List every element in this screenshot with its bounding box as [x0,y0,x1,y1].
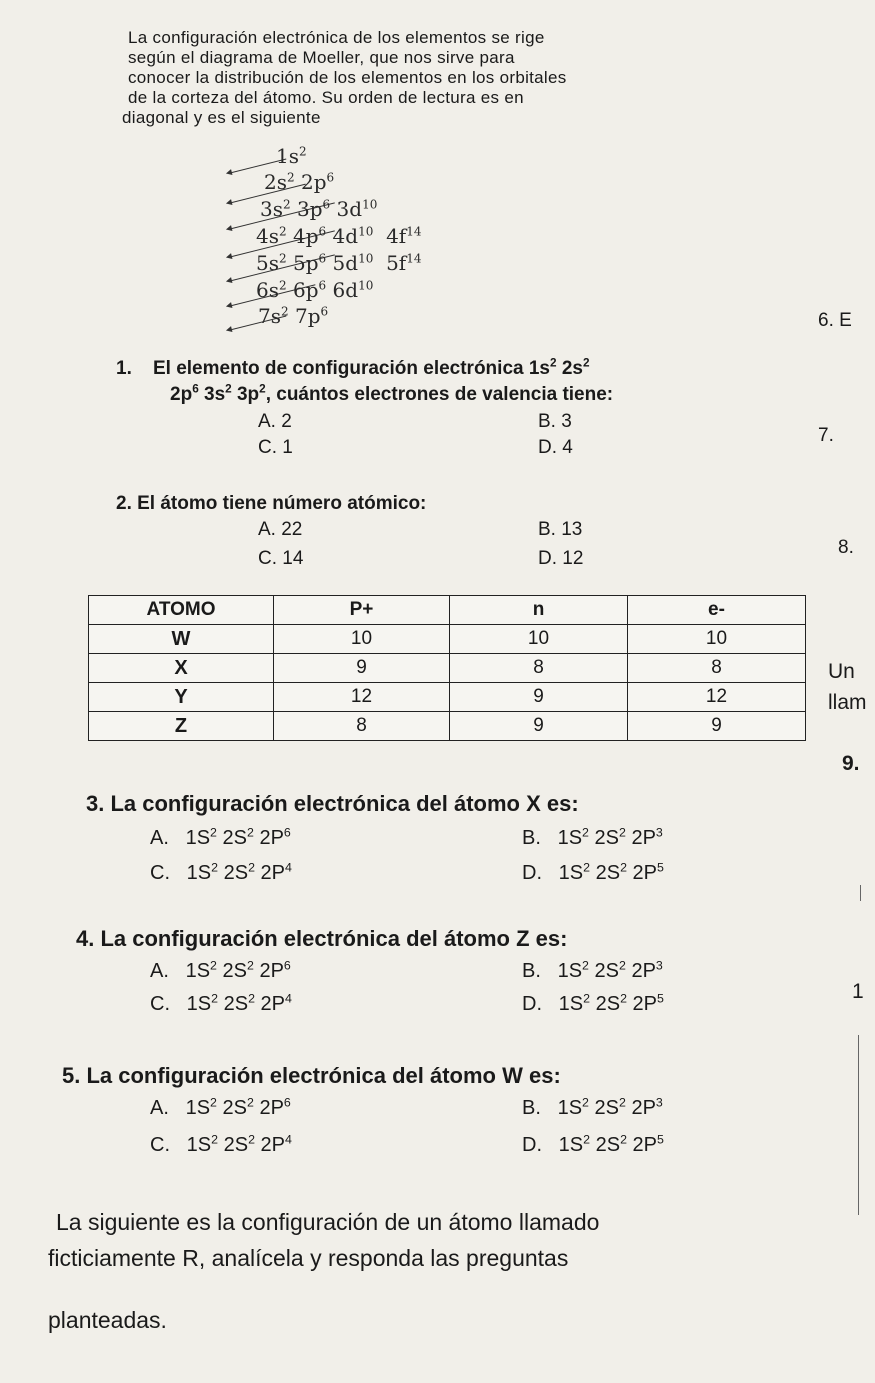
moeller-row-3: $3s^2$ $3p^6$ $3d^{10}$ [260,197,378,221]
table-cell: 10 [628,625,806,654]
margin-fragment: 6. E [818,310,852,331]
closing-line-2: ficticiamente R, analícela y responda las preguntas [48,1245,569,1271]
table-cell: 10 [274,625,450,654]
table-row [89,683,806,712]
q4-option-b[interactable]: B. $1S^2$ $2S^2$ $2P^3$ [522,958,663,982]
table-row [89,712,806,741]
margin-fragment: 1 [852,980,864,1003]
atoms-table [88,595,806,741]
table-header: e- [628,596,806,625]
moeller-row-4: $4s^2$ $4p^6$ $4d^{10}$ $4f^{14}$ [256,224,422,248]
q3-option-a[interactable]: A. $1S^2$ $2S^2$ $2P^6$ [150,825,291,849]
q4-option-d[interactable]: D. $1S^2$ $2S^2$ $2P^5$ [522,991,664,1015]
moeller-row-6: $6s^2$ $6p^6$ $6d^{10}$ [256,278,374,302]
question-1: 1. El elemento de configuración electrónica $1s^2$ $2s^2$ [116,356,590,379]
q4-option-a[interactable]: A. $1S^2$ $2S^2$ $2P^6$ [150,958,291,982]
q2-option-d[interactable]: D. 12 [538,548,584,569]
question-2: 2. El átomo tiene número atómico: [116,493,427,514]
table-cell: 8 [628,654,806,683]
margin-fragment: 8. [838,537,854,558]
q1-option-b[interactable]: B. 3 [538,411,572,432]
table-cell: 9 [450,712,628,741]
table-cell: X [89,654,274,683]
table-cell: W [89,625,274,654]
q1-option-d[interactable]: D. 4 [538,437,573,458]
table-cell: 8 [450,654,628,683]
table-header: n [450,596,628,625]
margin-mark [860,885,861,901]
question-3: 3. La configuración electrónica del átomo X es: [86,791,579,816]
table-cell: 12 [628,683,806,712]
moeller-row-2: $2s^2$ $2p^6$ [264,170,335,194]
table-cell: 9 [274,654,450,683]
question-1-line-2: $2p^6$ $3s^2$ $3p^2$, cuántos electrones de valencia tiene: [170,382,614,405]
intro-line-4: de la corteza del átomo. Su orden de lectura es en [128,88,524,107]
table-header-row [89,596,806,625]
margin-mark [858,1035,859,1215]
table-cell: 12 [274,683,450,712]
q2-option-c[interactable]: C. 14 [258,548,304,569]
q2-option-a[interactable]: A. 22 [258,519,303,540]
table-cell: 9 [628,712,806,741]
question-5: 5. La configuración electrónica del átomo W es: [62,1063,561,1088]
q2-option-b[interactable]: B. 13 [538,519,583,540]
table-cell: 9 [450,683,628,712]
q1-option-c[interactable]: C. 1 [258,437,293,458]
intro-line-1: La configuración electrónica de los elementos se rige [128,28,545,47]
margin-fragment: llam [828,691,867,714]
closing-line-3: planteadas. [48,1307,167,1333]
q5-option-a[interactable]: A. $1S^2$ $2S^2$ $2P^6$ [150,1095,291,1119]
intro-line-2: según el diagrama de Moeller, que nos sirve para [128,48,515,67]
moeller-row-7: $7s^2$ $7p^6$ [258,304,329,328]
table-header: P+ [274,596,450,625]
q5-option-b[interactable]: B. $1S^2$ $2S^2$ $2P^3$ [522,1095,663,1119]
margin-fragment: Un [828,660,855,683]
q4-option-c[interactable]: C. $1S^2$ $2S^2$ $2P^4$ [150,991,292,1015]
intro-line-3: conocer la distribución de los elementos en los orbitales [128,68,567,87]
closing-line-1: La siguiente es la configuración de un átomo llamado [56,1209,600,1235]
q3-option-b[interactable]: B. $1S^2$ $2S^2$ $2P^3$ [522,825,663,849]
table-row [89,654,806,683]
moeller-row-1: $1s^2$ [276,144,307,168]
table-row [89,625,806,654]
q5-option-c[interactable]: C. $1S^2$ $2S^2$ $2P^4$ [150,1132,292,1156]
q3-option-c[interactable]: C. $1S^2$ $2S^2$ $2P^4$ [150,860,292,884]
margin-fragment: 9. [842,752,860,775]
q1-option-a[interactable]: A. 2 [258,411,292,432]
q5-option-d[interactable]: D. $1S^2$ $2S^2$ $2P^5$ [522,1132,664,1156]
table-cell: Z [89,712,274,741]
margin-fragment: 7. [818,425,834,446]
table-header: ATOMO [89,596,274,625]
moeller-row-5: $5s^2$ $5p^6$ $5d^{10}$ $5f^{14}$ [256,251,422,275]
table-cell: 10 [450,625,628,654]
table-cell: 8 [274,712,450,741]
intro-line-5: diagonal y es el siguiente [122,108,321,127]
table-cell: Y [89,683,274,712]
q3-option-d[interactable]: D. $1S^2$ $2S^2$ $2P^5$ [522,860,664,884]
question-4: 4. La configuración electrónica del átomo Z es: [76,926,568,951]
